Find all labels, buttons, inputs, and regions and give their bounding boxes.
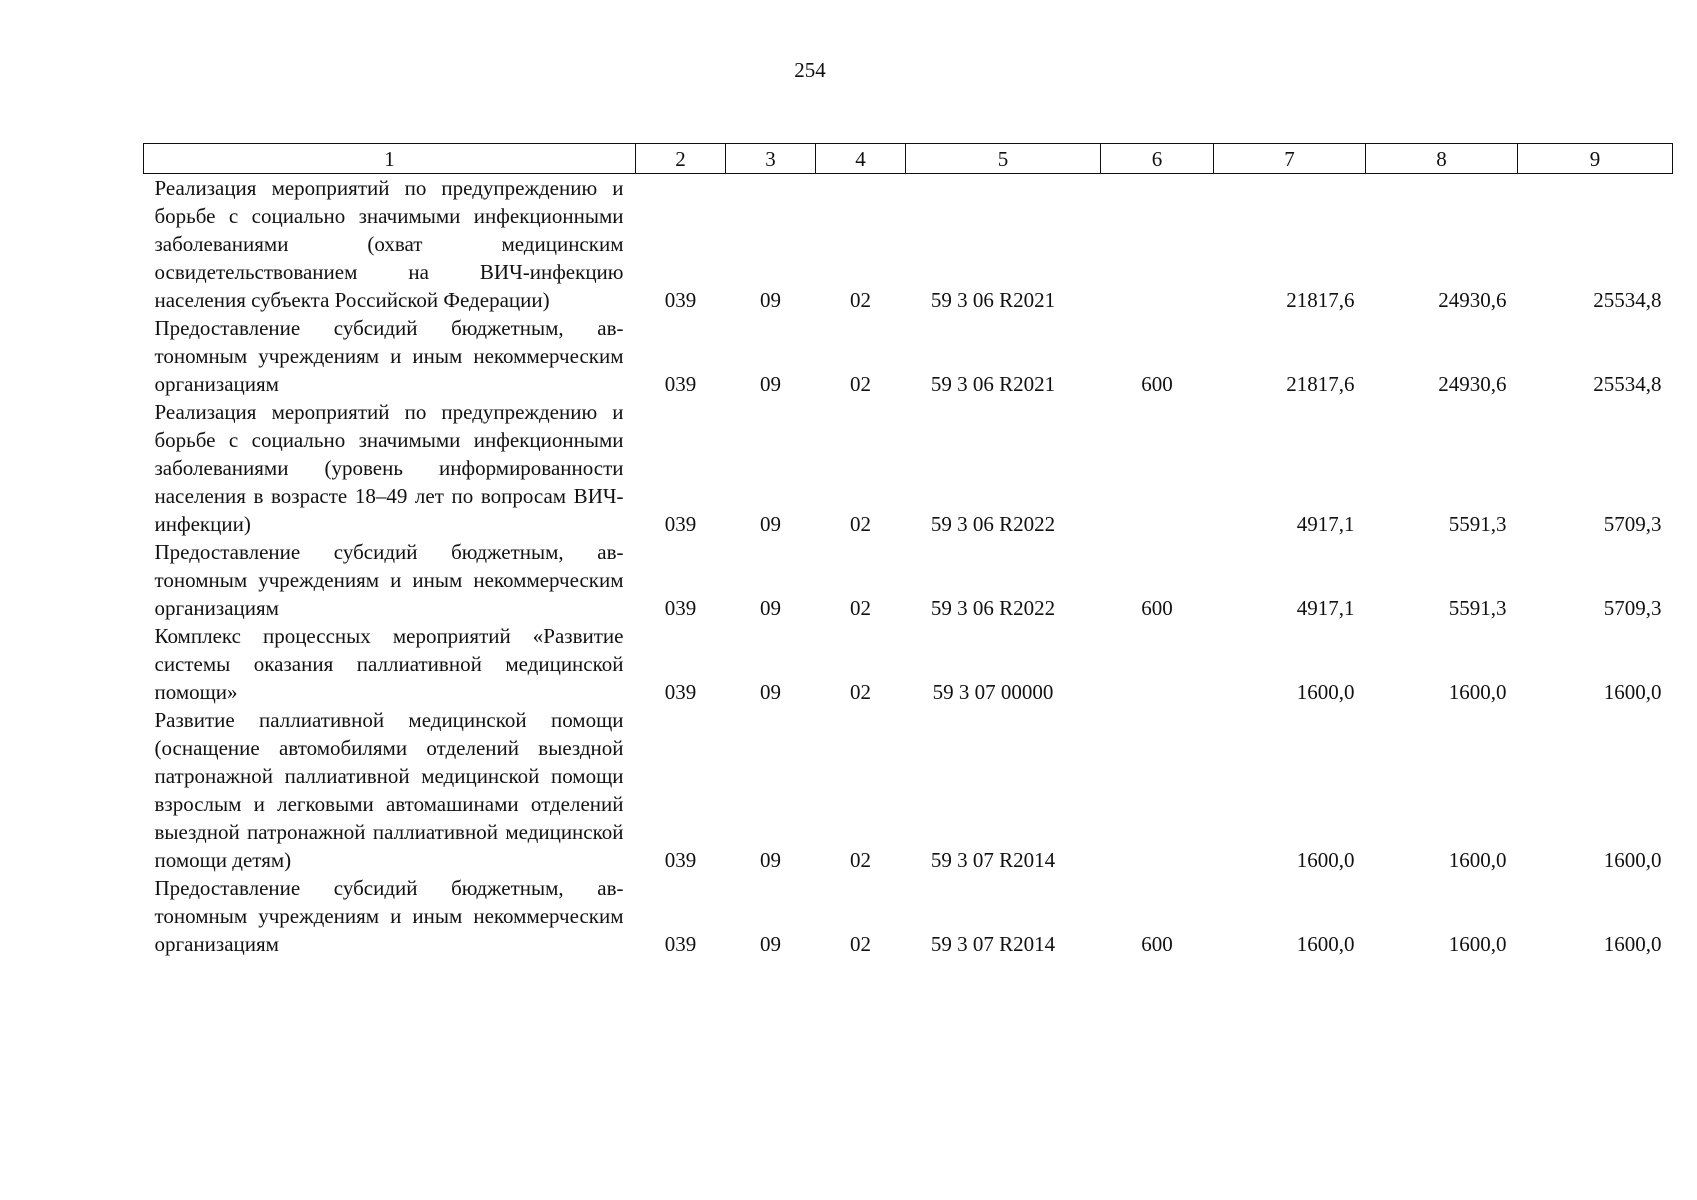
row-amount-col7: 21817,6: [1286, 372, 1355, 396]
row-amount-col7: 4917,1: [1296, 512, 1355, 536]
table-row: [144, 874, 1673, 958]
page-number: 254: [794, 58, 826, 82]
row-amount-col7: 1600,0: [1296, 848, 1355, 872]
row-target-code: 59 3 06 R2022: [930, 512, 1056, 536]
row-name: Реализация мероприятий по предупреждению и борьбе с социально значимыми инфекционными заболеваниями (уровень информированности населения в возрасте 18–49 лет по вопросам ВИЧ-инфекции): [154, 400, 624, 536]
row-section: 09: [760, 372, 781, 396]
row-amount-col8: 24930,6: [1438, 372, 1507, 396]
row-name: Предоставление субсидий бюджетным, автономным учреждениям и иным некоммерческим организациям: [154, 316, 624, 396]
row-target-code: 59 3 06 R2021: [930, 288, 1056, 312]
row-ministry: 039: [664, 596, 697, 620]
row-amount-col8: 5591,3: [1448, 512, 1507, 536]
row-amount-col8: 1600,0: [1448, 680, 1507, 704]
row-ministry: 039: [664, 512, 697, 536]
row-section: 09: [760, 512, 781, 536]
row-amount-col9: 25534,8: [1593, 372, 1662, 396]
row-target-code: 59 3 07 R2014: [930, 848, 1056, 872]
table-body: [144, 174, 1673, 959]
row-amount-col9: 1600,0: [1603, 932, 1662, 956]
table-row: [144, 174, 1673, 315]
row-section: 09: [760, 288, 781, 312]
row-subsection: 02: [850, 596, 871, 620]
row-amount-col9: 5709,3: [1603, 596, 1662, 620]
row-amount-col7: 4917,1: [1296, 596, 1355, 620]
header-row: [144, 144, 1673, 174]
row-expense-type: 600: [1141, 372, 1173, 396]
header-col-5: 5: [906, 144, 1101, 174]
row-subsection: 02: [850, 512, 871, 536]
row-amount-col8: 1600,0: [1448, 932, 1507, 956]
header-col-3: 3: [726, 144, 816, 174]
header-col-9: 9: [1518, 144, 1673, 174]
table-row: [144, 398, 1673, 538]
row-ministry: 039: [664, 680, 697, 704]
row-name: Предоставление субсидий бюджетным, автономным учреждениям и иным некоммерческим организациям: [154, 540, 624, 620]
row-target-code: 59 3 07 R2014: [930, 932, 1056, 956]
header-col-8: 8: [1366, 144, 1518, 174]
budget-table: [143, 143, 1673, 958]
row-expense-type: [1101, 174, 1214, 315]
row-amount-col8: 5591,3: [1448, 596, 1507, 620]
row-amount-col8: 24930,6: [1438, 288, 1507, 312]
row-section: 09: [760, 680, 781, 704]
row-amount-col7: 1600,0: [1296, 932, 1355, 956]
row-amount-col7: 21817,6: [1286, 288, 1355, 312]
row-amount-col8: 1600,0: [1448, 848, 1507, 872]
row-amount-col9: 5709,3: [1603, 512, 1662, 536]
row-ministry: 039: [664, 932, 697, 956]
row-expense-type: [1101, 706, 1214, 874]
row-target-code: 59 3 07 00000: [932, 680, 1054, 704]
row-name: Комплекс процессных мероприятий «Развитие системы оказания паллиативной медицинской помощи»: [154, 624, 624, 704]
row-section: 09: [760, 596, 781, 620]
header-col-7: 7: [1214, 144, 1366, 174]
row-subsection: 02: [850, 372, 871, 396]
row-expense-type: [1101, 622, 1214, 706]
row-section: 09: [760, 848, 781, 872]
row-ministry: 039: [664, 848, 697, 872]
header-col-2: 2: [636, 144, 726, 174]
header-col-1: 1: [144, 144, 636, 174]
row-subsection: 02: [850, 288, 871, 312]
row-amount-col7: 1600,0: [1296, 680, 1355, 704]
row-ministry: 039: [664, 372, 697, 396]
row-amount-col9: 1600,0: [1603, 680, 1662, 704]
row-name: Развитие паллиативной медицинской помощи (оснащение автомобилями отделений выездной патронажной паллиативной медицинской помощи взрослым и легковыми автомашинами отделений выездной патронажной паллиативной медицинской помощи детям): [154, 708, 624, 872]
table-row: [144, 314, 1673, 398]
table-row: [144, 622, 1673, 706]
header-col-6: 6: [1101, 144, 1214, 174]
row-subsection: 02: [850, 932, 871, 956]
row-target-code: 59 3 06 R2021: [930, 372, 1056, 396]
row-name: Предоставление субсидий бюджетным, автономным учреждениям и иным некоммерческим организациям: [154, 876, 624, 956]
row-expense-type: [1101, 398, 1214, 538]
row-amount-col9: 25534,8: [1593, 288, 1662, 312]
row-name: Реализация мероприятий по предупреждению и борьбе с социально значимыми инфекционными заболеваниями (охват медицинским освидетельствованием на ВИЧ-инфекцию населения субъекта Российской Федерации): [154, 176, 624, 312]
row-expense-type: 600: [1141, 596, 1173, 620]
table-header: [144, 144, 1673, 174]
table-row: [144, 538, 1673, 622]
row-ministry: 039: [664, 288, 697, 312]
header-col-4: 4: [816, 144, 906, 174]
row-subsection: 02: [850, 848, 871, 872]
row-section: 09: [760, 932, 781, 956]
row-expense-type: 600: [1141, 932, 1173, 956]
table-row: [144, 706, 1673, 874]
row-target-code: 59 3 06 R2022: [930, 596, 1056, 620]
row-subsection: 02: [850, 680, 871, 704]
row-amount-col9: 1600,0: [1603, 848, 1662, 872]
